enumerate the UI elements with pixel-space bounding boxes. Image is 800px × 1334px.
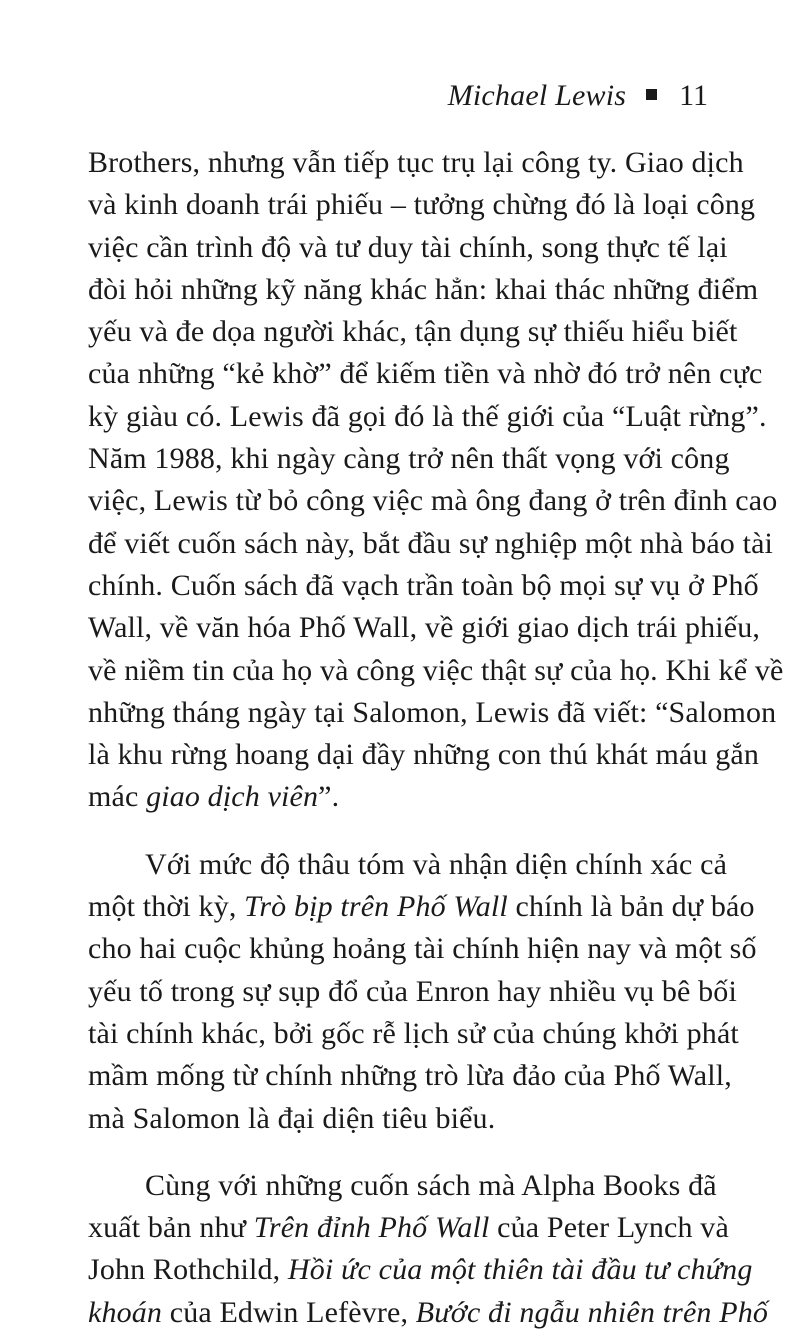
text-run: cho hai cuộc khủng hoảng tài chính hiện nay và một số [88, 932, 757, 966]
italic-title: giao dịch viên [146, 780, 319, 814]
text-line [88, 971, 737, 1013]
text-run: mà Salomon là đại diện tiêu biểu. [88, 1101, 496, 1135]
text-line [88, 1207, 729, 1249]
text-run: mác [88, 780, 147, 814]
text-run: yếu tố trong sự sụp đổ của Enron hay nhiều vụ bê bối [88, 974, 737, 1008]
text-run: Cùng với những cuốn sách mà Alpha Books đã [145, 1168, 717, 1202]
text-line [88, 692, 777, 734]
text-line [88, 396, 767, 438]
running-header [448, 76, 708, 116]
text-line [88, 142, 744, 184]
text-run: Với mức độ thâu tóm và nhận diện chính xác cả [145, 847, 728, 881]
text-run: việc cần trình độ và tư duy tài chính, song thực tế lại [88, 230, 728, 264]
text-line [88, 184, 756, 226]
text-run: chính. Cuốn sách đã vạch trần toàn bộ mọi sự vụ ở Phố [88, 568, 759, 602]
text-line [88, 269, 759, 311]
text-run: của Peter Lynch và [489, 1211, 729, 1245]
text-line [88, 523, 774, 565]
paragraph [88, 142, 784, 819]
header-square-bullet-icon [646, 89, 657, 100]
text-run: John Rothchild, [88, 1253, 288, 1287]
paragraph [88, 1165, 768, 1334]
text-line [88, 886, 755, 928]
paragraph-gap [88, 819, 716, 844]
text-line [88, 1098, 716, 1140]
page-number: 11 [679, 79, 708, 112]
text-run: xuất bản như [88, 1211, 254, 1245]
italic-title: Bước đi ngẫu nhiên trên Phố [415, 1295, 768, 1329]
body-text [88, 142, 784, 1334]
text-line [88, 928, 757, 970]
text-run: những tháng ngày tại Salomon, Lewis đã viết: “Salomon [88, 695, 777, 729]
text-run: Brothers, nhưng vẫn tiếp tục trụ lại công ty. Giao dịch [88, 146, 744, 179]
italic-title: Trên đỉnh Phố Wall [253, 1211, 490, 1245]
text-line [88, 1165, 716, 1207]
header-author: Michael Lewis [447, 79, 627, 112]
text-run: mầm mống từ chính những trò lừa đảo của Phố Wall, [88, 1059, 732, 1093]
text-line [88, 650, 784, 692]
text-run: Năm 1988, khi ngày càng trở nên thất vọng với công [88, 442, 730, 476]
text-run: Wall, về văn hóa Phố Wall, về giới giao dịch trái phiếu, [88, 611, 761, 645]
text-line [88, 311, 738, 353]
text-run: của Edwin Lefèvre, [162, 1295, 416, 1329]
text-run: đòi hỏi những kỹ năng khác hẳn: khai thác những điểm [88, 272, 759, 306]
text-run: chính là bản dự báo [507, 890, 755, 924]
italic-title: Trò bịp trên Phố Wall [244, 890, 508, 924]
italic-title: Hồi ức của một thiên tài đầu tư chứng [287, 1253, 753, 1287]
text-line [88, 1013, 739, 1055]
text-line [88, 438, 730, 480]
text-run: việc, Lewis từ bỏ công việc mà ông đang ở trên đỉnh cao [88, 484, 778, 518]
text-line [88, 1292, 768, 1334]
text-run: một thời kỳ, [88, 890, 245, 924]
text-line [88, 844, 728, 886]
text-line [88, 227, 728, 269]
paragraph-gap [88, 1140, 716, 1165]
text-line [88, 1249, 753, 1291]
text-line [88, 734, 760, 776]
text-line [88, 353, 763, 395]
text-line [88, 776, 716, 818]
italic-title: khoán [88, 1295, 163, 1329]
text-run: là khu rừng hoang dại đầy những con thú khát máu gắn [88, 738, 760, 772]
text-run: ”. [318, 780, 340, 814]
text-line [88, 565, 759, 607]
text-line [88, 1055, 732, 1097]
text-line [88, 607, 761, 649]
text-run: về niềm tin của họ và công việc thật sự của họ. Khi kể về [88, 653, 784, 687]
text-run: kỳ giàu có. Lewis đã gọi đó là thế giới của “Luật rừng”. [88, 399, 767, 433]
text-run: yếu và đe dọa người khác, tận dụng sự thiếu hiểu biết [88, 315, 738, 349]
paragraph [88, 844, 757, 1140]
text-run: tài chính khác, bởi gốc rễ lịch sử của chúng khởi phát [88, 1016, 739, 1050]
text-run: và kinh doanh trái phiếu – tưởng chừng đó là loại công [88, 188, 756, 222]
text-line [88, 480, 778, 522]
text-run: của những “kẻ khờ” để kiếm tiền và nhờ đó trở nên cực [88, 357, 763, 391]
text-run: để viết cuốn sách này, bắt đầu sự nghiệp một nhà báo tài [88, 526, 774, 560]
